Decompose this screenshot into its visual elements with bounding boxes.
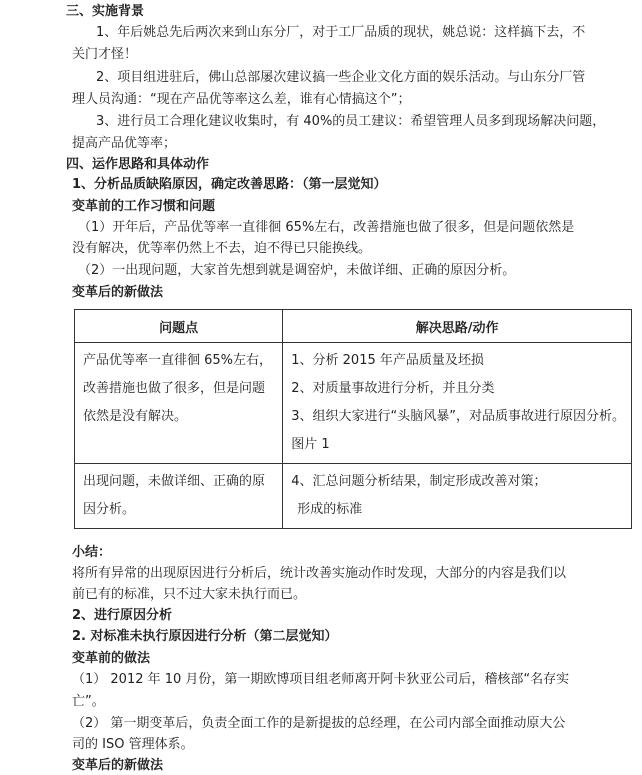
paragraph-line: （1）开年后，产品优等率一直徘徊 65%左右，改善措施也做了很多，但是问题依然是	[78, 220, 575, 235]
paragraph-line: 2、项目组进驻后，佛山总部屡次建议搞一些企业文化方面的娱乐活动。与山东分厂管	[96, 70, 586, 85]
paragraph-line: 亡”。	[72, 694, 105, 709]
after-heading: 变革后的新做法	[72, 285, 164, 300]
section-4-heading: 四、运作思路和具体动作	[66, 157, 210, 172]
cell-line: 出现问题，未做详细、正确的原	[83, 474, 266, 489]
cell-line: 1、分析 2015 年产品质量及坯损	[291, 353, 484, 368]
cell-line: 图片 1	[291, 437, 330, 452]
subsection-heading: 2. 对标准未执行原因进行分析（第二层觉知）	[72, 629, 338, 644]
table-header-row	[75, 310, 632, 343]
cell-line: 4、汇总问题分析结果，制定形成改善对策；	[291, 474, 547, 489]
cell-line: 2、对质量事故进行分析，并且分类	[291, 381, 495, 396]
paragraph-line: （1） 2012 年 10 月份，第一期欧博项目组老师离开阿卡狄亚公司后，稽核部“名存实	[72, 672, 570, 687]
problem-cell	[75, 343, 283, 464]
before-habits-heading: 变革前的工作习惯和问题	[72, 199, 216, 214]
before-practice-heading: 变革前的做法	[72, 651, 151, 666]
paragraph-line: （2）一出现问题，大家首先想到就是调窑炉，未做详细、正确的原因分析。	[78, 263, 516, 278]
cell-line: 依然是没有解决。	[83, 409, 188, 424]
paragraph-line: 司的 ISO 管理体系。	[72, 737, 194, 752]
subsection-heading: 1、分析品质缺陷原因，确定改善思路：（第一层觉知）	[72, 177, 387, 192]
cell-line: 改善措施也做了很多，但是问题	[83, 381, 266, 396]
section-3-heading: 三、实施背景	[66, 4, 145, 19]
paragraph-line: 1、年后姚总先后两次来到山东分厂，对于工厂品质的现状，姚总说：这样搞下去，不	[96, 25, 586, 40]
paragraph-line: 3、进行员工合理化建议收集时，有 40%的员工建议：希望管理人员多到现场解决问题，	[96, 114, 606, 129]
paragraph-line: （2） 第一期变革后，负责全面工作的是新提拔的总经理，在公司内部全面推动原大公	[72, 716, 566, 731]
cell-line: 3、组织大家进行“头脑风暴”，对品质事故进行原因分析。	[291, 409, 625, 424]
paragraph-line: 提高产品优等率；	[72, 136, 177, 151]
paragraph-line: 没有解决，优等率仍然上不去，迫不得已只能换线。	[72, 241, 372, 256]
paragraph-line: 前已有的标准，只不过大家未执行而已。	[72, 587, 307, 602]
paragraph-line: 关门才怪！	[72, 47, 138, 62]
table-row	[75, 343, 632, 464]
cell-line: 产品优等率一直徘徊 65%左右，	[83, 353, 273, 368]
table-row	[75, 464, 632, 529]
cell-line: 形成的标准	[297, 502, 363, 517]
cell-line: 因分析。	[83, 502, 136, 517]
header-solution: 解决思路/动作	[283, 310, 632, 343]
after-heading: 变革后的新做法	[72, 758, 164, 773]
problem-cell	[75, 464, 283, 529]
paragraph-line: 理人员沟通：“现在产品优等率这么差，谁有心情搞这个”；	[72, 92, 411, 107]
subsection-heading: 2、进行原因分析	[72, 608, 173, 623]
solution-cell	[283, 343, 632, 464]
summary-heading: 小结：	[72, 545, 112, 560]
solution-cell	[283, 464, 632, 529]
header-problem: 问题点	[75, 310, 283, 343]
analysis-table	[74, 309, 632, 529]
paragraph-line: 将所有异常的出现原因进行分析后，统计改善实施动作时发现，大部分的内容是我们以	[72, 566, 567, 581]
